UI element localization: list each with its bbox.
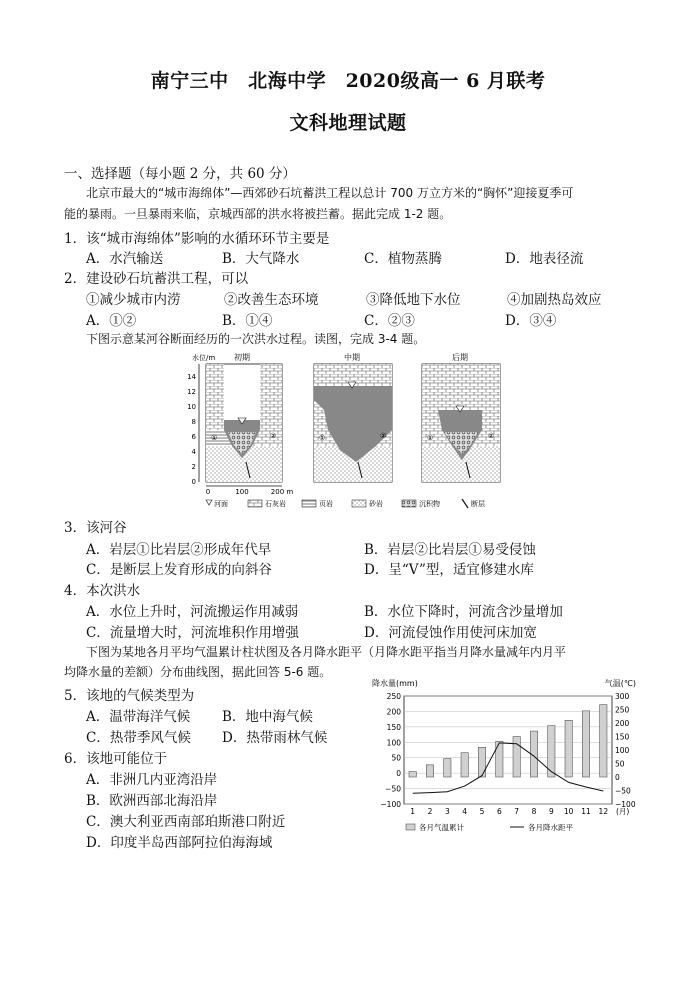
chart-left-tick: 150 xyxy=(386,722,401,732)
temperature-bar xyxy=(461,753,468,777)
valley-y-tick: 14 xyxy=(187,373,196,381)
valley-scale-tick: 200 m xyxy=(270,488,294,496)
chart-month-tick: 3 xyxy=(444,807,450,816)
chart-month-tick: 2 xyxy=(427,807,433,816)
question-6-option-a[interactable]: A．非洲几内亚湾沿岸 xyxy=(86,772,218,788)
question-3-option-b[interactable]: B．岩层②比岩层①易受侵蚀 xyxy=(364,542,536,558)
valley-panel-late xyxy=(422,352,500,482)
temperature-bar xyxy=(409,772,416,777)
valley-y-tick: 2 xyxy=(191,463,196,471)
question-2-option-d[interactable]: D．③④ xyxy=(505,313,557,329)
valley-legend-item: 石灰岩 xyxy=(265,500,286,508)
valley-layer-2-label: ② xyxy=(488,432,495,440)
valley-legend-item: 沉积物 xyxy=(419,500,440,508)
chart-month-tick: 4 xyxy=(462,807,468,816)
passage-1-line-1: 北京市最大的“城市海绵体”—西郊砂石坑蓄洪工程以总计 700 万立方米的“胸怀”迎接夏季可 xyxy=(86,186,574,200)
question-5-stem: 5．该地的气候类型为 xyxy=(64,688,195,704)
valley-layer-1-label: ① xyxy=(427,434,434,442)
chart-legend-temperature: 各月气温累计 xyxy=(419,823,464,832)
valley-y-axis-label: 水位/m xyxy=(192,354,216,362)
legend-limestone-icon xyxy=(248,500,262,507)
chart-right-tick: 100 xyxy=(615,746,630,755)
temperature-bar xyxy=(513,737,520,778)
temperature-bar xyxy=(426,765,433,777)
question-4-stem: 4．本次洪水 xyxy=(64,583,141,599)
valley-period-label: 初期 xyxy=(234,353,250,362)
valley-y-tick: 0 xyxy=(191,478,196,486)
chart-left-axis-label: 降水量(mm) xyxy=(372,679,418,688)
question-1-option-d[interactable]: D．地表径流 xyxy=(505,251,584,267)
question-3-option-c[interactable]: C．是断层上发育形成的向斜谷 xyxy=(86,562,272,578)
passage-3-line-2: 均降水量的差额）分布曲线图，据此回答 5-6 题。 xyxy=(64,665,332,679)
question-3-option-d[interactable]: D．呈“V”型，适宜修建水库 xyxy=(364,562,534,578)
page-subtitle: 文科地理试题 xyxy=(289,112,407,134)
chart-month-tick: 12 xyxy=(598,807,609,816)
question-2-option-a[interactable]: A．①② xyxy=(86,313,137,329)
chart-right-tick: 0 xyxy=(615,773,620,782)
legend-fault-icon xyxy=(462,499,468,508)
question-2-statement-4: ④加剧热岛效应 xyxy=(507,292,602,308)
question-5-option-a[interactable]: A．温带海洋气候 xyxy=(86,709,191,725)
question-5-option-b[interactable]: B．地中海气候 xyxy=(222,709,313,725)
legend-sandstone-icon xyxy=(352,500,366,507)
passage-1-line-2: 能的暴雨。一旦暴雨来临，京城西部的洪水将被拦蓄。据此完成 1-2 题。 xyxy=(64,207,452,221)
temperature-bar xyxy=(600,705,607,777)
chart-month-unit: (月) xyxy=(616,807,630,816)
question-1-option-b[interactable]: B．大气降水 xyxy=(222,251,300,267)
temperature-bar xyxy=(565,720,572,777)
question-3-option-a[interactable]: A．岩层①比岩层②形成年代早 xyxy=(86,542,272,558)
question-2-statement-2: ②改善生态环境 xyxy=(224,292,319,308)
question-6-stem: 6．该地可能位于 xyxy=(64,751,168,767)
legend-shale-icon xyxy=(302,500,316,507)
temperature-bar xyxy=(444,759,451,777)
chart-left-tick: 250 xyxy=(386,692,401,701)
chart-right-tick: 300 xyxy=(615,692,630,701)
question-1-option-a[interactable]: A．水汽输送 xyxy=(86,251,164,267)
question-5-option-d[interactable]: D．热带雨林气候 xyxy=(222,730,328,746)
chart-left-tick: −100 xyxy=(380,800,401,809)
chart-left-tick: 50 xyxy=(391,753,401,763)
chart-month-tick: 7 xyxy=(514,807,520,816)
question-6-option-d[interactable]: D．印度半岛西部阿拉伯海海域 xyxy=(86,835,273,851)
valley-y-tick: 4 xyxy=(191,448,196,456)
chart-month-tick: 6 xyxy=(496,807,502,816)
question-6-option-c[interactable]: C．澳大利亚西南部珀斯港口附近 xyxy=(86,814,286,830)
question-1-stem: 1．该“城市海绵体”影响的水循环环节主要是 xyxy=(64,231,330,247)
valley-y-tick: 12 xyxy=(187,388,196,396)
question-5-option-c[interactable]: C．热带季风气候 xyxy=(86,730,191,746)
question-2-statement-3: ③降低地下水位 xyxy=(366,292,461,308)
chart-right-tick: −100 xyxy=(615,800,636,809)
valley-legend-item: 河面 xyxy=(214,500,228,508)
question-2-statement-1: ①减少城市内涝 xyxy=(86,292,181,308)
valley-period-label: 中期 xyxy=(344,353,360,362)
temperature-bar xyxy=(582,711,589,777)
question-2-stem: 2．建设砂石坑蓄洪工程，可以 xyxy=(64,271,249,287)
valley-panel-early xyxy=(206,352,282,482)
valley-layer-1-label: ① xyxy=(319,434,326,442)
question-4-option-b[interactable]: B．水位下降时，河流含沙量增加 xyxy=(364,604,563,620)
valley-layer-2-label: ② xyxy=(380,432,387,440)
chart-month-tick: 8 xyxy=(531,807,537,816)
temperature-bar xyxy=(478,747,485,777)
valley-y-tick: 8 xyxy=(191,418,196,426)
legend-sediment-icon xyxy=(402,500,416,507)
passage-2: 下图示意某河谷断面经历的一次洪水过程。读图，完成 3-4 题。 xyxy=(86,332,426,346)
chart-right-tick: 200 xyxy=(615,719,630,728)
passage-3-line-1: 下图为某地各月平均气温累计柱状图及各月降水距平（月降水距平指当月降水量减年内月平 xyxy=(86,645,567,659)
question-2-option-c[interactable]: C．②③ xyxy=(364,313,415,329)
chart-month-tick: 1 xyxy=(410,807,416,816)
chart-month-tick: 9 xyxy=(548,807,554,816)
chart-month-tick: 5 xyxy=(479,807,485,816)
valley-scale-tick: 0 xyxy=(205,488,211,496)
valley-legend-item: 砂岩 xyxy=(369,500,383,508)
section-heading: 一、选择题（每小题 2 分，共 60 分） xyxy=(64,166,296,182)
valley-layer-1-label: ① xyxy=(211,434,218,442)
river-valley-figure xyxy=(176,350,516,510)
valley-scale-tick: 100 xyxy=(235,488,249,496)
valley-layer-2-label: ② xyxy=(270,432,277,440)
valley-y-tick: 6 xyxy=(191,433,196,441)
legend-bar-swatch xyxy=(406,824,415,830)
question-2-option-b[interactable]: B．①④ xyxy=(222,313,273,329)
chart-left-tick: −50 xyxy=(385,784,401,794)
question-6-option-b[interactable]: B．欧洲西部北海沿岸 xyxy=(86,793,218,809)
valley-panel-middle xyxy=(314,352,392,482)
chart-right-tick: −50 xyxy=(615,786,631,796)
chart-left-tick: 200 xyxy=(386,707,401,717)
chart-right-tick: 50 xyxy=(615,759,625,769)
chart-left-tick: 0 xyxy=(396,769,401,779)
chart-right-tick: 150 xyxy=(615,732,630,742)
valley-y-tick: 10 xyxy=(187,403,196,411)
precip-anomaly-line xyxy=(413,743,604,793)
question-4-option-c[interactable]: C．流量增大时，河流堆积作用增强 xyxy=(86,625,299,641)
page-title: 南宁三中 北海中学 2020级高一 6 月联考 xyxy=(150,70,546,92)
chart-right-tick: 250 xyxy=(615,705,630,715)
chart-month-tick: 10 xyxy=(563,807,574,816)
valley-period-label: 后期 xyxy=(452,353,468,362)
question-3-stem: 3．该河谷 xyxy=(64,520,127,536)
valley-legend-item: 页岩 xyxy=(319,500,333,508)
legend-water-icon xyxy=(206,500,212,505)
chart-legend-precip-anomaly: 各月降水距平 xyxy=(528,823,573,832)
chart-left-tick: 100 xyxy=(386,738,401,748)
question-4-option-d[interactable]: D．河流侵蚀作用使河床加宽 xyxy=(364,625,537,641)
question-1-option-c[interactable]: C．植物蒸腾 xyxy=(364,251,442,267)
climate-chart xyxy=(364,676,644,842)
chart-frame xyxy=(404,696,612,804)
chart-right-axis-label: 气温(℃) xyxy=(604,679,636,688)
valley-legend-item: 断层 xyxy=(471,500,485,508)
chart-month-tick: 11 xyxy=(581,807,591,816)
question-4-option-a[interactable]: A．水位上升时，河流搬运作用减弱 xyxy=(86,604,299,620)
